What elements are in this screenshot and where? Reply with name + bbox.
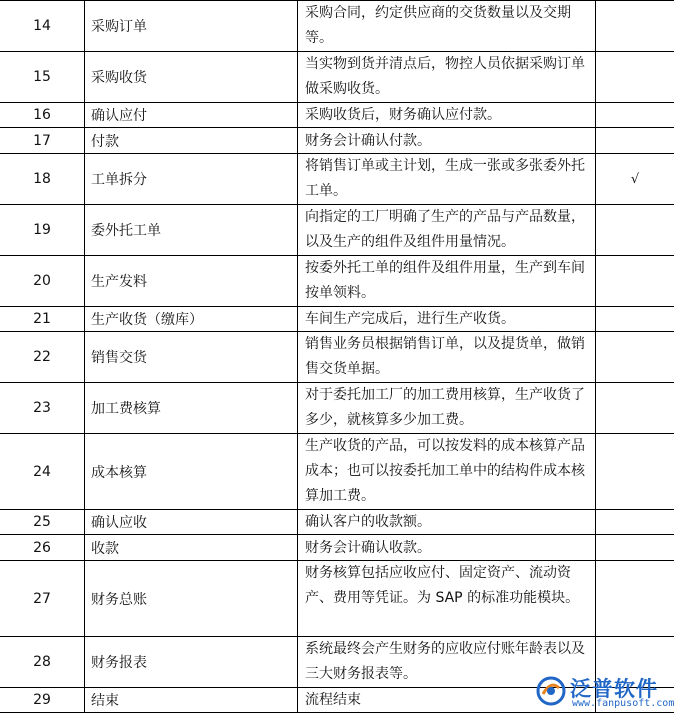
row-number: 28 [0,637,85,688]
step-description: 采购收货后，财务确认应付款。 [298,103,596,128]
step-name: 生产收货（缴库） [85,307,298,332]
step-name: 销售交货 [85,332,298,383]
row-number: 25 [0,510,85,535]
step-name: 采购订单 [85,1,298,52]
check-mark [596,383,674,434]
table-row [0,205,674,256]
step-name: 收款 [85,535,298,561]
step-description: 系统最终会产生财务的应收应付账年龄表以及三大财务报表等。 [298,637,596,688]
step-name: 财务总账 [85,561,298,637]
step-name: 确认应付 [85,103,298,128]
step-description: 财务会计确认付款。 [298,128,596,154]
step-name: 工单拆分 [85,154,298,205]
step-name: 委外托工单 [85,205,298,256]
watermark-name: 泛普软件 [570,677,658,701]
check-mark [596,561,674,637]
row-number: 24 [0,434,85,510]
step-name: 生产发料 [85,256,298,307]
check-mark [596,332,674,383]
row-number: 21 [0,307,85,332]
fanpu-logo-icon [536,676,566,706]
table-row [0,332,674,383]
watermark-url: www.fanpusoft.com [572,698,674,709]
row-number: 18 [0,154,85,205]
step-name: 成本核算 [85,434,298,510]
row-number: 15 [0,52,85,103]
table-row [0,52,674,103]
check-mark: √ [596,154,674,205]
step-description: 当实物到货并清点后，物控人员依据采购订单做采购收货。 [298,52,596,103]
row-number: 26 [0,535,85,561]
check-mark [596,1,674,52]
row-number: 27 [0,561,85,637]
check-mark [596,103,674,128]
table-row [0,535,674,561]
step-description: 生产收货的产品，可以按发料的成本核算产品成本；也可以按委托加工单中的结构件成本核算加工费。 [298,434,596,510]
step-description: 流程结束 [298,688,596,713]
table-row [0,434,674,510]
step-description: 确认客户的收款额。 [298,510,596,535]
step-name: 结束 [85,688,298,713]
check-mark [596,52,674,103]
step-description: 车间生产完成后，进行生产收货。 [298,307,596,332]
check-mark [596,510,674,535]
step-description: 按委外托工单的组件及组件用量，生产到车间按单领料。 [298,256,596,307]
step-description: 财务核算包括应收应付、固定资产、流动资产、费用等凭证。为 SAP 的标准功能模块。 [298,561,596,637]
row-number: 29 [0,688,85,713]
check-mark [596,434,674,510]
table-row [0,307,674,332]
step-description: 对于委托加工厂的加工费用核算，生产收货了多少，就核算多少加工费。 [298,383,596,434]
table-row [0,383,674,434]
table-row [0,561,674,637]
table-row [0,154,674,205]
step-description: 将销售订单或主计划，生成一张或多张委外托工单。 [298,154,596,205]
row-number: 23 [0,383,85,434]
watermark-logo [536,670,674,712]
step-name: 付款 [85,128,298,154]
step-name: 加工费核算 [85,383,298,434]
check-mark [596,307,674,332]
step-name: 采购收货 [85,52,298,103]
check-mark [596,256,674,307]
table-row [0,128,674,154]
table-row [0,103,674,128]
step-name: 确认应收 [85,510,298,535]
step-description: 销售业务员根据销售订单，以及提货单，做销售交货单据。 [298,332,596,383]
row-number: 19 [0,205,85,256]
step-description: 向指定的工厂明确了生产的产品与产品数量，以及生产的组件及组件用量情况。 [298,205,596,256]
step-description: 采购合同，约定供应商的交货数量以及交期等。 [298,1,596,52]
check-mark [596,535,674,561]
step-description: 财务会计确认收款。 [298,535,596,561]
table-row [0,1,674,52]
table-row [0,256,674,307]
row-number: 22 [0,332,85,383]
row-number: 17 [0,128,85,154]
table-row [0,510,674,535]
row-number: 20 [0,256,85,307]
row-number: 14 [0,1,85,52]
check-mark [596,205,674,256]
row-number: 16 [0,103,85,128]
check-mark [596,128,674,154]
step-name: 财务报表 [85,637,298,688]
